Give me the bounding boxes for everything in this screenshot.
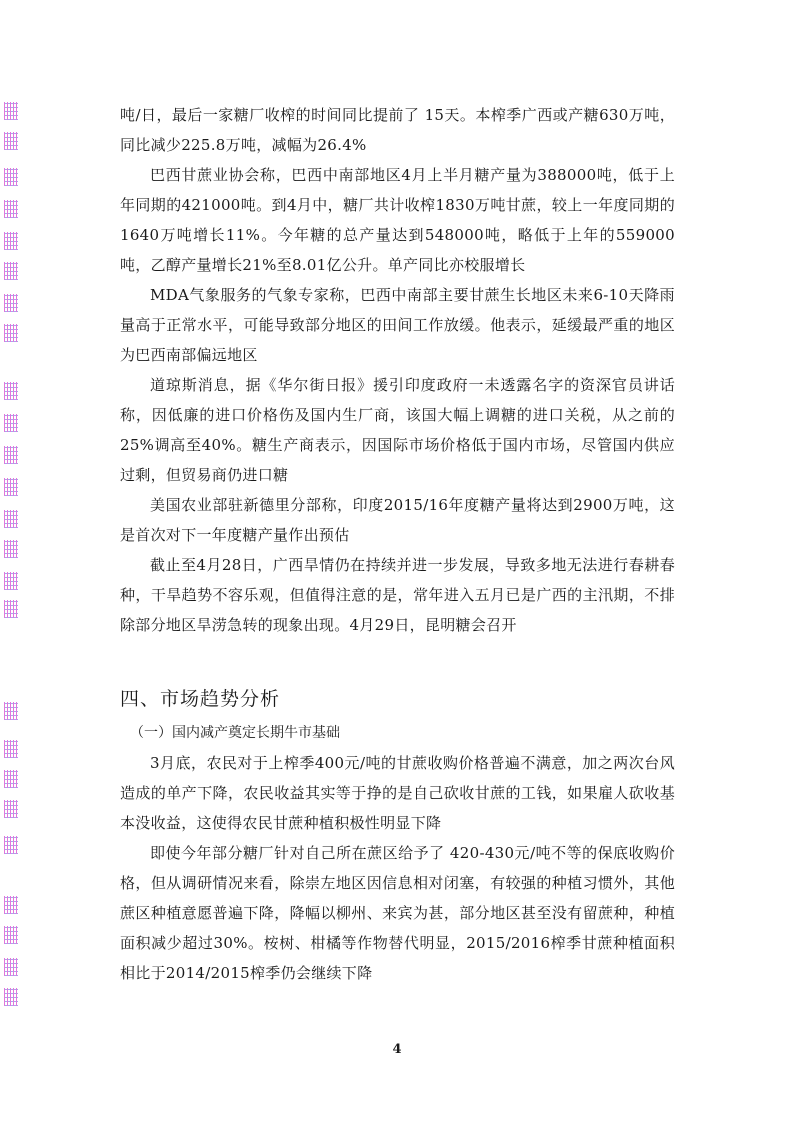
margin-mark bbox=[4, 232, 18, 250]
margin-mark bbox=[4, 132, 18, 150]
paragraph: 即使今年部分糖厂针对自己所在蔗区给予了 420-430元/吨不等的保底收购价格，但从调研情况来看，除崇左地区因信息相对闭塞，有较强的种植习惯外，其他蔗区种植意愿普遍下降，降幅以柳州、来宾为甚，部分地区甚至没有留蔗种，种植面积减少超过30%。桉树、柑橘等作物替代明显，2015/2016榨季甘蔗种植面积相比于2014/2015榨季仍会继续下降 bbox=[120, 844, 675, 982]
margin-mark bbox=[4, 988, 18, 1006]
document-body bbox=[120, 100, 675, 988]
paragraph: 巴西甘蔗业协会称，巴西中南部地区4月上半月糖产量为388000吨，低于上年同期的421000吨。到4月中，糖厂共计收榨1830万吨甘蔗，较上一年度同期的1640万吨增长11%。今年糖的总产量达到548000吨，略低于上年的559000吨，乙醇产量增长21%至8.01亿公升。单产同比亦校服增长 bbox=[120, 166, 675, 274]
margin-mark bbox=[4, 958, 18, 976]
subsection-heading: （一）国内减产奠定长期牛市基础 bbox=[130, 725, 340, 741]
margin-mark bbox=[4, 262, 18, 280]
margin-mark bbox=[4, 702, 18, 720]
margin-mark bbox=[4, 540, 18, 558]
paragraph: 道琼斯消息，据《华尔街日报》援引印度政府一未透露名字的资深官员讲话称，因低廉的进口价格伤及国内生厂商，该国大幅上调糖的进口关税，从之前的25%调高至40%。糖生产商表示，因国际市场价格低于国内市场，尽管国内供应过剩，但贸易商仍进口糖 bbox=[120, 376, 675, 484]
margin-mark bbox=[4, 446, 18, 464]
margin-mark bbox=[4, 382, 18, 400]
paragraph: MDA气象服务的气象专家称，巴西中南部主要甘蔗生长地区未来6-10天降雨量高于正常水平，可能导致部分地区的田间工作放缓。他表示，延缓最严重的地区为巴西南部偏远地区 bbox=[120, 286, 675, 364]
margin-mark bbox=[4, 600, 18, 618]
margin-mark bbox=[4, 572, 18, 590]
paragraph: 截止至4月28日，广西旱情仍在持续并进一步发展，导致多地无法进行春耕春种，干旱趋势不容乐观，但值得注意的是，常年进入五月已是广西的主汛期，不排除部分地区旱涝急转的现象出现。4月29日，昆明糖会召开 bbox=[120, 556, 675, 634]
margin-mark bbox=[4, 836, 18, 854]
margin-scan-marks bbox=[4, 100, 26, 1000]
paragraph: 3月底，农民对于上榨季400元/吨的甘蔗收购价格普遍不满意，加之两次台风造成的单产下降，农民收益其实等于挣的是自己砍收甘蔗的工钱，如果雇人砍收基本没收益，这使得农民甘蔗种植积极性明显下降 bbox=[120, 754, 675, 832]
margin-mark bbox=[4, 800, 18, 818]
paragraph: 美国农业部驻新德里分部称，印度2015/16年度糖产量将达到2900万吨，这是首次对下一年度糖产量作出预估 bbox=[120, 496, 675, 544]
margin-mark bbox=[4, 324, 18, 342]
margin-mark bbox=[4, 168, 18, 186]
section-heading: 四、市场趋势分析 bbox=[120, 688, 281, 710]
paragraph: 吨/日，最后一家糖厂收榨的时间同比提前了 15天。本榨季广西或产糖630万吨，同比减少225.8万吨，减幅为26.4% bbox=[120, 106, 675, 154]
margin-mark bbox=[4, 414, 18, 432]
margin-mark bbox=[4, 478, 18, 496]
margin-mark bbox=[4, 102, 18, 120]
margin-mark bbox=[4, 926, 18, 944]
margin-mark bbox=[4, 200, 18, 218]
margin-mark bbox=[4, 896, 18, 914]
margin-mark bbox=[4, 770, 18, 788]
margin-mark bbox=[4, 740, 18, 758]
page-number: 4 bbox=[392, 1042, 402, 1057]
margin-mark bbox=[4, 510, 18, 528]
margin-mark bbox=[4, 294, 18, 312]
